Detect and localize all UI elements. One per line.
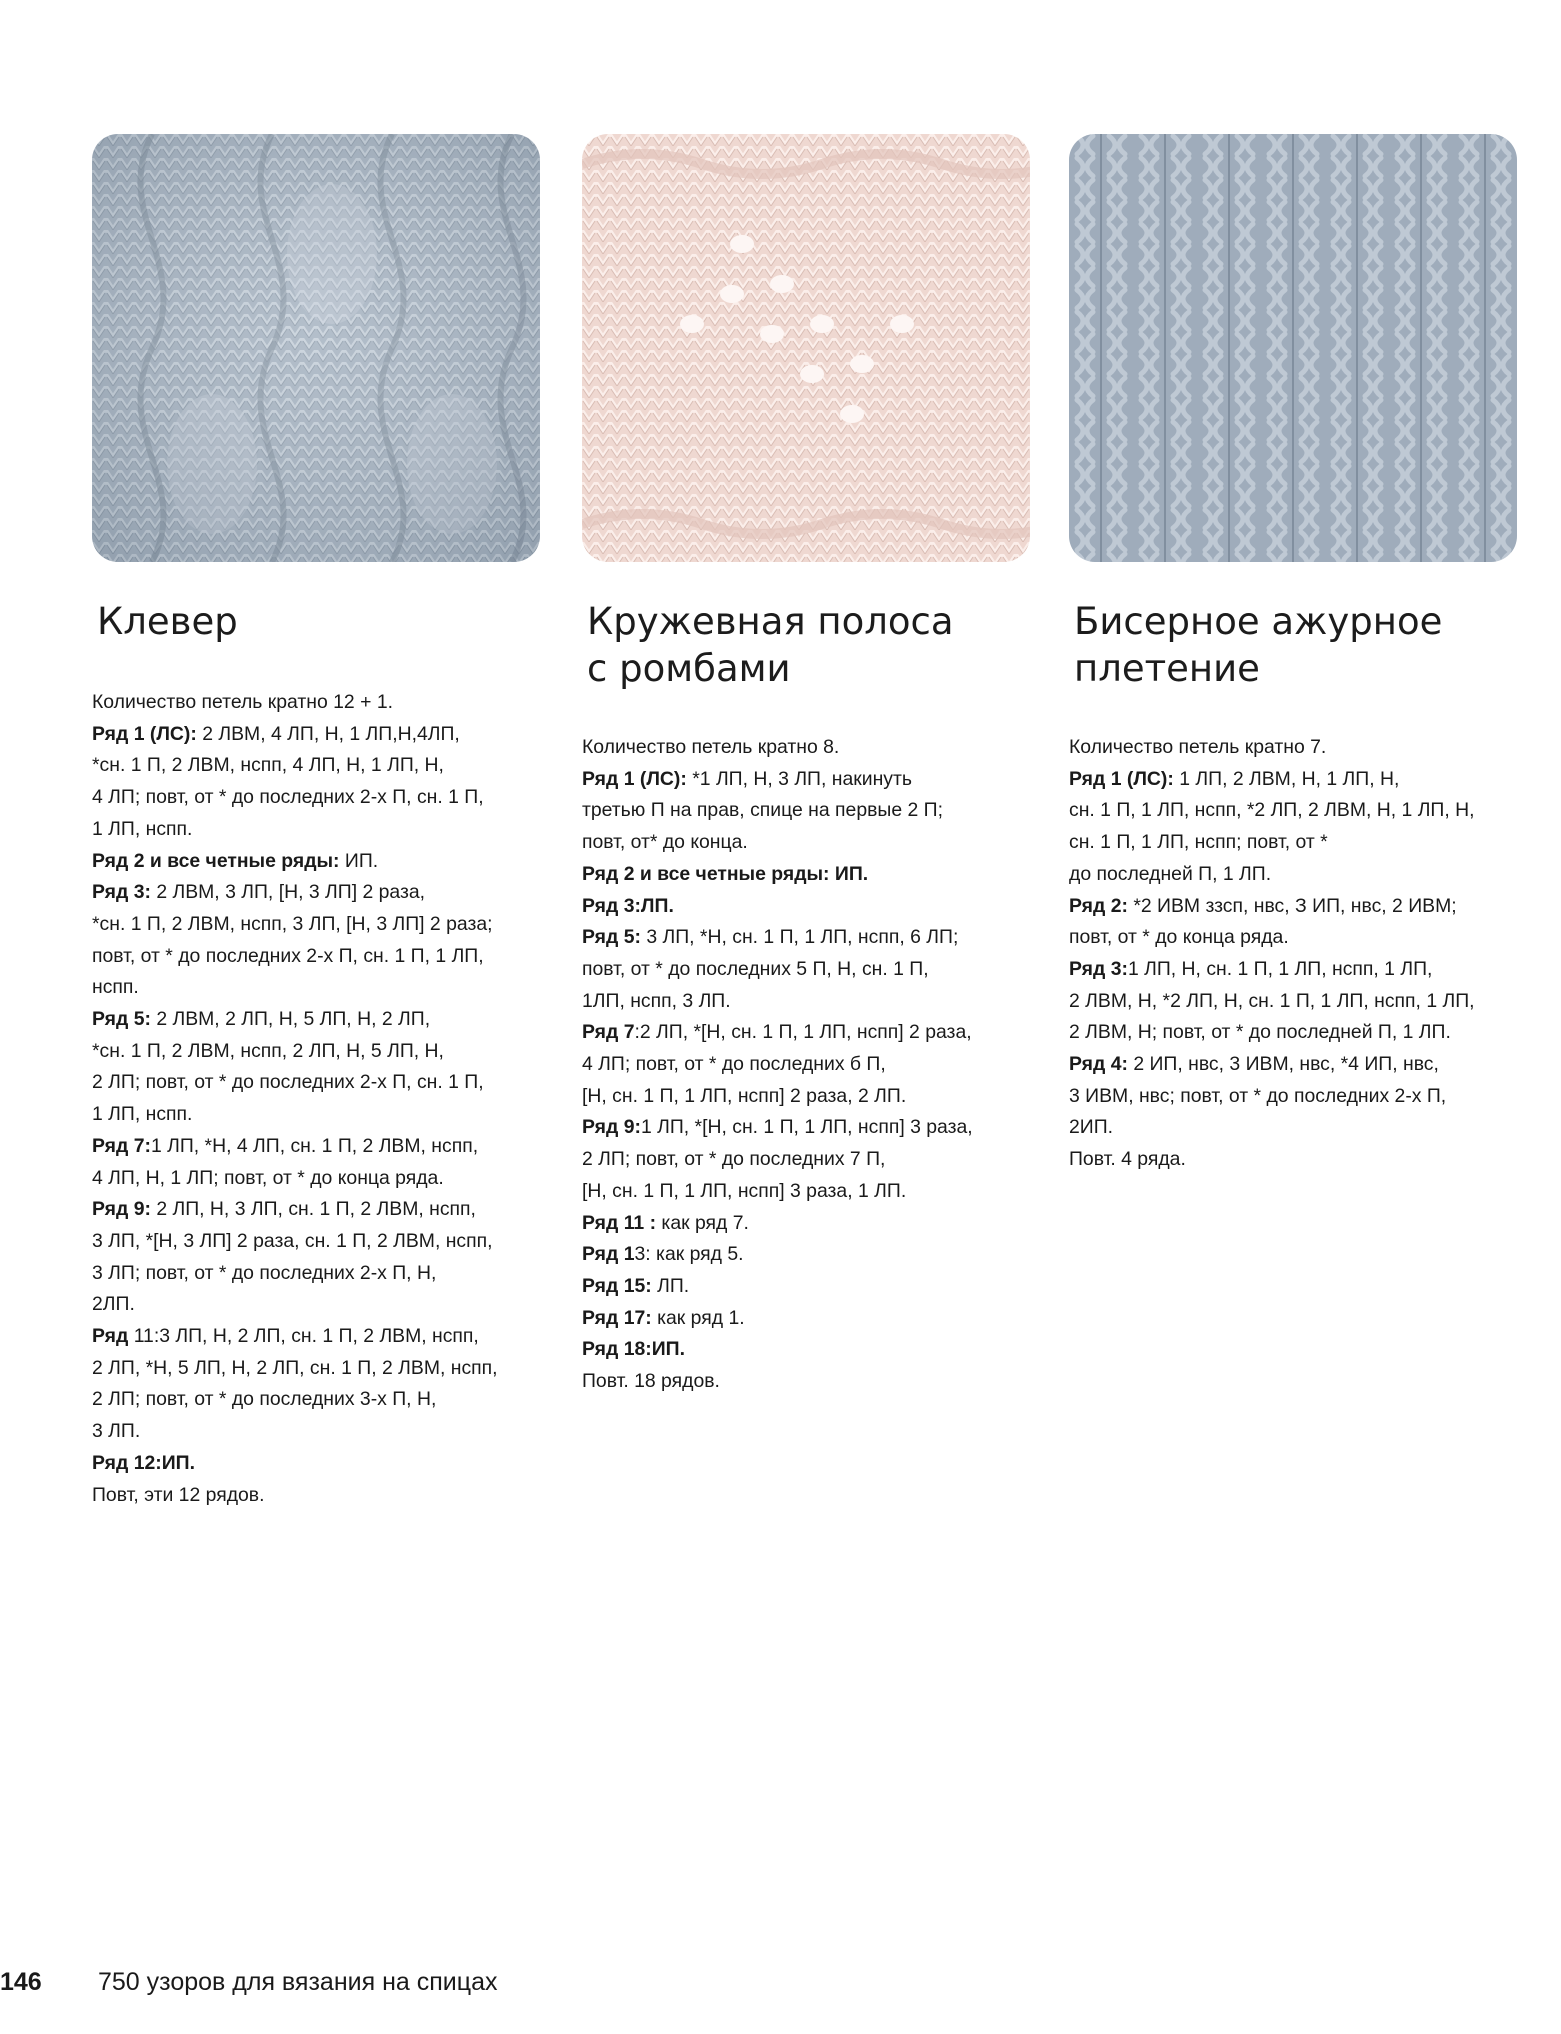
row-label: Ряд 12:ИП.	[92, 1451, 195, 1474]
instruction-line	[1069, 1112, 1519, 1144]
row-text: 1 ЛП, *[Н, сн. 1 П, 1 ЛП, нспп] 3 раза,	[640, 1116, 973, 1139]
instruction-line	[1069, 922, 1519, 954]
row-label: Ряд 1 (ЛС):	[1069, 767, 1174, 790]
instruction-line	[92, 1480, 542, 1512]
row-text: 2 ЛВМ, 2 ЛП, Н, 5 ЛП, Н, 2 ЛП,	[150, 1008, 431, 1031]
row-label: Ряд 9:	[582, 1116, 641, 1139]
row-text: повт, от * до последних 2-х П, сн. 1 П, 1 ЛП,	[92, 944, 484, 967]
instruction-line	[1069, 1144, 1519, 1176]
row-text: третью П на прав, спице на первые 2 П;	[582, 799, 944, 822]
swatch-photo-beaded-openwork	[1069, 134, 1517, 562]
instruction-line	[582, 1144, 1032, 1176]
instruction-line	[92, 1384, 542, 1416]
instruction-line	[1069, 891, 1519, 923]
instruction-line	[92, 1194, 542, 1226]
instruction-line	[582, 1366, 1032, 1398]
instruction-line	[92, 1067, 542, 1099]
row-label: Ряд 7:	[92, 1134, 151, 1157]
instruction-line	[582, 1081, 1032, 1113]
row-label: Ряд 11 :	[582, 1211, 657, 1234]
instruction-line	[582, 795, 1032, 827]
instruction-line	[92, 750, 542, 782]
instruction-line	[92, 782, 542, 814]
row-text: 3 ЛП, *Н, сн. 1 П, 1 ЛП, нспп, 6 ЛП;	[640, 926, 959, 949]
pattern-column-2	[582, 134, 1032, 1398]
instruction-line	[92, 719, 542, 751]
instruction-line	[92, 1416, 542, 1448]
row-text: 1 ЛП, нспп.	[92, 817, 193, 840]
row-text: 2 ЛВМ, Н; повт, от * до последней П, 1 ЛП.	[1069, 1021, 1451, 1044]
row-text: Повт. 18 рядов.	[582, 1370, 720, 1393]
instruction-line	[582, 1334, 1032, 1366]
row-text: Повт. 4 ряда.	[1069, 1148, 1186, 1171]
book-title: 750 узоров для вязания на спицах	[98, 1968, 498, 1996]
row-text: 2 ЛВМ, Н, *2 ЛП, Н, сн. 1 П, 1 ЛП, нспп, 1 ЛП,	[1069, 989, 1475, 1012]
instruction-line	[92, 1036, 542, 1068]
row-text: 2 ЛП; повт, от * до последних 7 П,	[582, 1148, 886, 1171]
instruction-line	[582, 764, 1032, 796]
row-text: 1ЛП, нспп, 3 ЛП.	[582, 989, 731, 1012]
row-text: 3 ЛП, *[Н, 3 ЛП] 2 раза, сн. 1 П, 2 ЛВМ, нспп,	[92, 1229, 493, 1252]
row-label: Ряд 9:	[92, 1198, 151, 1221]
row-text: :2 ЛП, *[Н, сн. 1 П, 1 ЛП, нспп] 2 раза,	[634, 1021, 972, 1044]
instruction-line	[1069, 986, 1519, 1018]
row-text: 2 ЛВМ, 4 ЛП, Н, 1 ЛП,Н,4ЛП,	[196, 722, 460, 745]
row-text: сн. 1 П, 1 ЛП, нспп, *2 ЛП, 2 ЛВМ, Н, 1 ЛП, Н,	[1069, 799, 1475, 822]
pattern-title: Клевер	[97, 600, 238, 643]
instruction-line	[582, 954, 1032, 986]
row-text: ЛП.	[651, 1274, 690, 1297]
pattern-column-3	[1069, 134, 1519, 1176]
instruction-line	[92, 814, 542, 846]
instruction-line	[92, 1131, 542, 1163]
row-text: Количество петель кратно 8.	[582, 736, 840, 758]
row-text: *1 ЛП, Н, 3 ЛП, накинуть	[686, 767, 912, 790]
instruction-line	[582, 1303, 1032, 1335]
instruction-line	[582, 827, 1032, 859]
pattern-title: Кружевная полоса с ромбами	[587, 600, 954, 690]
row-text: 4 ЛП; повт, от * до последних б П,	[582, 1053, 886, 1076]
pattern-column-1	[92, 134, 542, 1511]
row-text: 4 ЛП; повт, от * до последних 2-х П, сн. 1 П,	[92, 786, 484, 809]
row-label: Ряд 4:	[1069, 1053, 1128, 1076]
page-footer	[0, 1968, 700, 2008]
swatch-photo-lace-diamonds	[582, 134, 1030, 562]
pattern-instructions	[92, 687, 542, 1511]
row-text: 3 ЛП.	[92, 1420, 141, 1443]
row-text: 2 ЛП; повт, от * до последних 3-х П, Н,	[92, 1388, 437, 1411]
row-label: Ряд 5:	[582, 926, 641, 949]
row-label: Ряд 3:ЛП.	[582, 894, 674, 917]
row-text: повт, от * до конца ряда.	[1069, 926, 1289, 949]
row-label: Ряд 18:ИП.	[582, 1338, 685, 1361]
row-text: 2ЛП.	[92, 1293, 135, 1316]
pattern-instructions	[582, 732, 1032, 1398]
row-text: как ряд 7.	[656, 1211, 749, 1234]
row-label: Ряд 2:	[1069, 894, 1128, 917]
row-text: 2 ЛП, *Н, 5 ЛП, Н, 2 ЛП, сн. 1 П, 2 ЛВМ, нспп,	[92, 1356, 498, 1379]
knit-texture-lace	[582, 134, 1030, 562]
pattern-instructions	[1069, 732, 1519, 1176]
row-label: Ряд 1 (ЛС):	[582, 767, 687, 790]
row-text: [Н, сн. 1 П, 1 ЛП, нспп] 3 раза, 1 ЛП.	[582, 1179, 907, 1202]
row-label: Ряд 1 (ЛС):	[92, 722, 197, 745]
instruction-line	[1069, 1081, 1519, 1113]
row-text: *сн. 1 П, 2 ЛВМ, нспп, 2 ЛП, Н, 5 ЛП, Н,	[92, 1039, 444, 1062]
instruction-line	[92, 909, 542, 941]
row-text: 1 ЛП, нспп.	[92, 1103, 193, 1126]
row-text: 1 ЛП, 2 ЛВМ, Н, 1 ЛП, Н,	[1173, 767, 1400, 790]
row-label: Ряд 7	[582, 1021, 635, 1044]
page-number: 146	[0, 1968, 42, 1996]
instruction-line	[92, 846, 542, 878]
instruction-line	[582, 1271, 1032, 1303]
instruction-line	[582, 1176, 1032, 1208]
row-label: Ряд 3:	[1069, 957, 1128, 980]
instruction-line	[582, 732, 1032, 764]
knit-texture-clover	[92, 134, 540, 562]
instruction-line	[1069, 1049, 1519, 1081]
pattern-title: Бисерное ажурное плетение	[1074, 600, 1443, 690]
row-text: 2 ИП, нвс, 3 ИВМ, нвс, *4 ИП, нвс,	[1127, 1053, 1439, 1076]
instruction-line	[1069, 954, 1519, 986]
row-text: ИП.	[339, 849, 379, 872]
row-text: повт, от * до последних 5 П, Н, сн. 1 П,	[582, 957, 929, 980]
row-text: Количество петель кратно 12 + 1.	[92, 691, 393, 713]
instruction-line	[1069, 764, 1519, 796]
row-text: 3: как ряд 5.	[634, 1243, 744, 1266]
instruction-line	[1069, 827, 1519, 859]
row-text: сн. 1 П, 1 ЛП, нспп; повт, от *	[1069, 831, 1328, 854]
row-text: до последней П, 1 ЛП.	[1069, 862, 1272, 885]
instruction-line	[92, 1099, 542, 1131]
knit-texture-beaded	[1069, 134, 1517, 562]
instruction-line	[582, 1112, 1032, 1144]
instruction-line	[1069, 1017, 1519, 1049]
row-text: 2 ЛП; повт, от * до последних 2-х П, сн. 1 П,	[92, 1071, 484, 1094]
row-text: Количество петель кратно 7.	[1069, 736, 1327, 758]
row-text: *сн. 1 П, 2 ЛВМ, нспп, 4 ЛП, Н, 1 ЛП, Н,	[92, 754, 444, 777]
row-text: 4 ЛП, Н, 1 ЛП; повт, от * до конца ряда.	[92, 1166, 444, 1189]
row-text: 2 ЛВМ, 3 ЛП, [Н, 3 ЛП] 2 раза,	[150, 881, 426, 904]
row-text: 1 ЛП, *Н, 4 ЛП, сн. 1 П, 2 ЛВМ, нспп,	[150, 1134, 479, 1157]
instruction-line	[1069, 732, 1519, 764]
instruction-line	[92, 1226, 542, 1258]
instruction-line	[92, 1321, 542, 1353]
row-text: [Н, сн. 1 П, 1 ЛП, нспп] 2 раза, 2 ЛП.	[582, 1084, 907, 1107]
row-label: Ряд 2 и все четные ряды:	[92, 849, 340, 872]
row-text: 3 ИВМ, нвс; повт, от * до последних 2-х П,	[1069, 1084, 1447, 1107]
row-text: 2ИП.	[1069, 1116, 1114, 1139]
row-text: нспп.	[92, 976, 139, 999]
row-text: 2 ЛП, Н, 3 ЛП, сн. 1 П, 2 ЛВМ, нспп,	[150, 1198, 476, 1221]
row-label: Ряд 15:	[582, 1274, 652, 1297]
row-text: как ряд 1.	[651, 1306, 745, 1329]
instruction-line	[92, 877, 542, 909]
row-text: 11:3 ЛП, Н, 2 ЛП, сн. 1 П, 2 ЛВМ, нспп,	[128, 1325, 479, 1348]
instruction-line	[582, 859, 1032, 891]
swatch-photo-clover	[92, 134, 540, 562]
instruction-line	[92, 1258, 542, 1290]
instruction-line	[582, 1017, 1032, 1049]
instruction-line	[92, 1163, 542, 1195]
instruction-line	[92, 941, 542, 973]
instruction-line	[582, 891, 1032, 923]
row-label: Ряд 3:	[92, 881, 151, 904]
row-text: *2 ИВМ ззсп, нвс, З ИП, нвс, 2 ИВМ;	[1127, 894, 1457, 917]
row-label: Ряд 1	[582, 1243, 635, 1266]
instruction-line	[1069, 859, 1519, 891]
row-text: 3 ЛП; повт, от * до последних 2-х П, Н,	[92, 1261, 437, 1284]
instruction-line	[582, 1239, 1032, 1271]
instruction-line	[92, 1289, 542, 1321]
instruction-line	[1069, 795, 1519, 827]
row-text: повт, от* до конца.	[582, 831, 748, 854]
instruction-line	[92, 1448, 542, 1480]
instruction-line	[92, 687, 542, 719]
row-label: Ряд 5:	[92, 1008, 151, 1031]
instruction-line	[582, 986, 1032, 1018]
instruction-line	[582, 1049, 1032, 1081]
instruction-line	[92, 1004, 542, 1036]
row-label: Ряд 17:	[582, 1306, 652, 1329]
instruction-line	[582, 922, 1032, 954]
row-text: *сн. 1 П, 2 ЛВМ, нспп, 3 ЛП, [Н, 3 ЛП] 2 раза;	[92, 912, 493, 935]
row-label: Ряд	[92, 1325, 129, 1348]
instruction-line	[92, 1353, 542, 1385]
row-text: Повт, эти 12 рядов.	[92, 1483, 265, 1506]
instruction-line	[92, 972, 542, 1004]
instruction-line	[582, 1208, 1032, 1240]
row-label: Ряд 2 и все четные ряды: ИП.	[582, 862, 869, 885]
row-text: 1 ЛП, Н, сн. 1 П, 1 ЛП, нспп, 1 ЛП,	[1127, 957, 1433, 980]
